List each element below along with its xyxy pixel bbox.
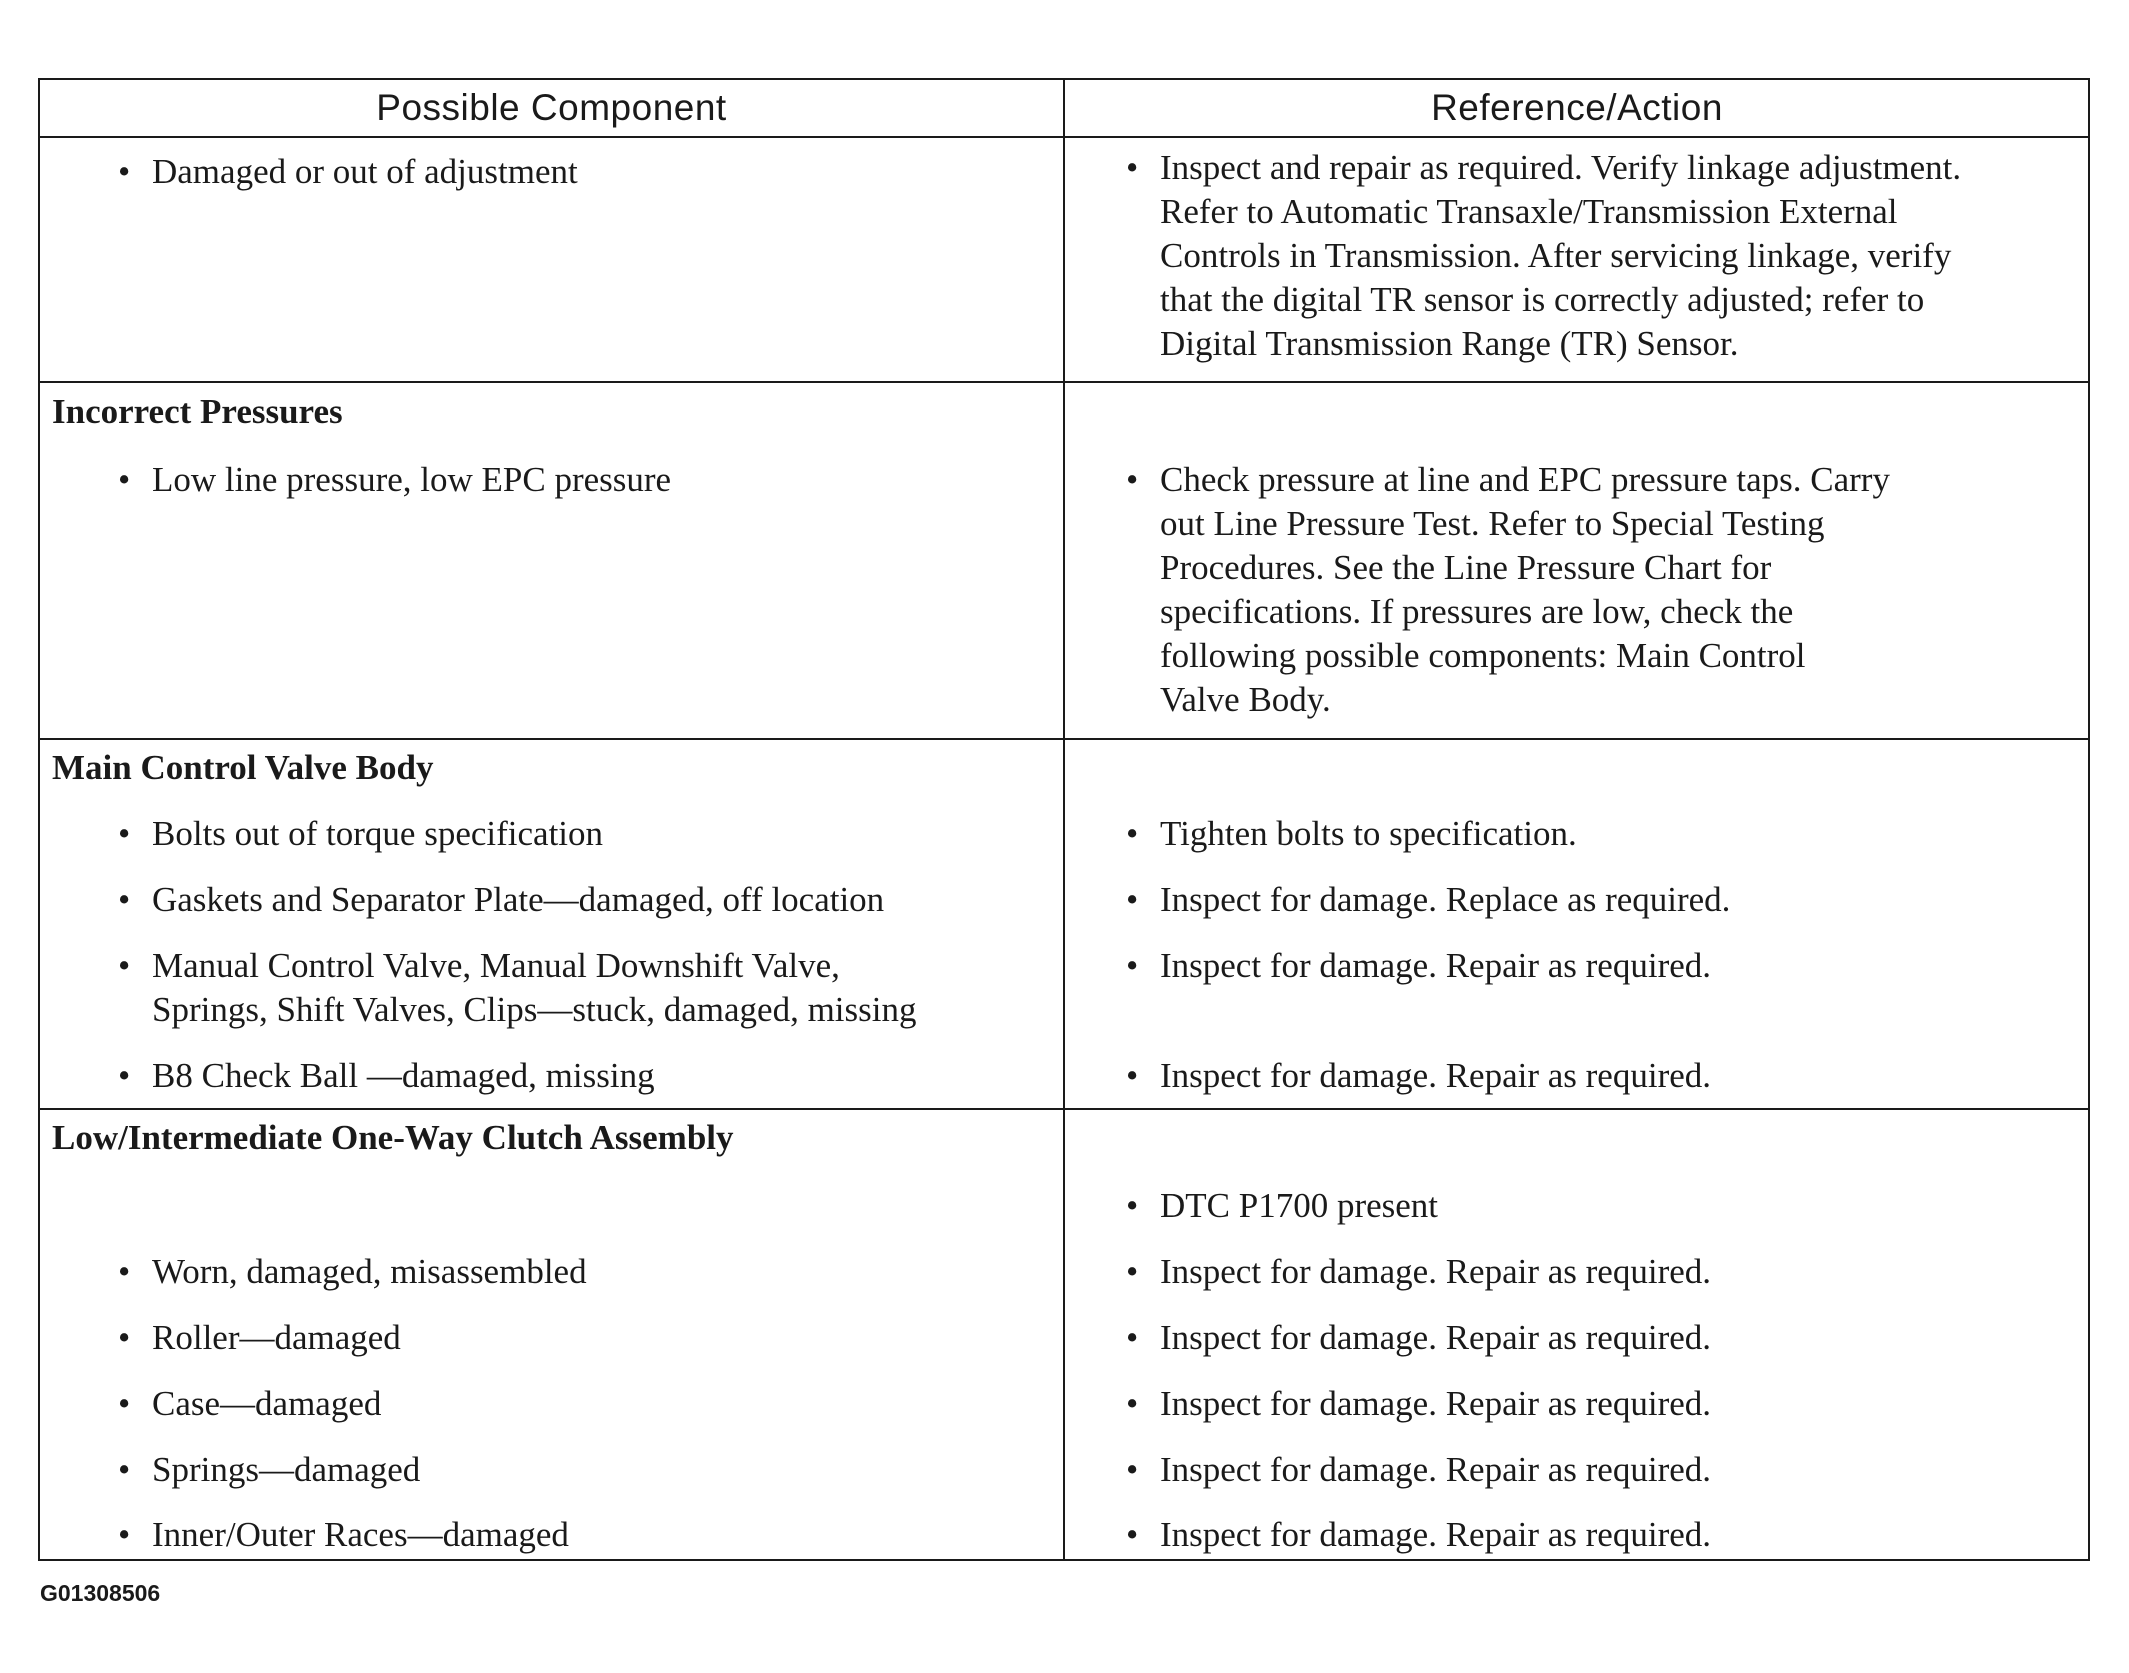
bullet: • (1126, 1186, 1139, 1225)
bullet: • (118, 814, 131, 853)
bullet: • (1126, 1318, 1139, 1357)
action-text: Inspect for damage. Repair as required. (1160, 1515, 1712, 1554)
header-divider (38, 136, 2090, 138)
action-line: Controls in Transmission. After servicing linkage, verify (1160, 236, 1952, 275)
component-text: Roller—damaged (152, 1318, 401, 1357)
bullet: • (118, 1252, 131, 1291)
section-title: Incorrect Pressures (52, 392, 343, 431)
bullet: • (118, 152, 131, 191)
action-line: Check pressure at line and EPC pressure taps. Carry (1160, 460, 1890, 499)
action-line: out Line Pressure Test. Refer to Special Testing (1160, 504, 1825, 543)
column-header-component: Possible Component (376, 87, 727, 128)
row-divider (38, 1108, 2090, 1110)
action-line: following possible components: Main Control (1160, 636, 1806, 675)
component-text: Inner/Outer Races—damaged (152, 1515, 569, 1554)
component-text: Worn, damaged, misassembled (152, 1252, 587, 1291)
component-text (152, 944, 917, 1032)
bullet: • (1126, 1450, 1139, 1489)
bullet: • (1126, 148, 1139, 187)
action-text (1160, 146, 1961, 366)
action-text: Inspect for damage. Repair as required. (1160, 1450, 1712, 1489)
bullet: • (118, 946, 131, 985)
action-text: Inspect for damage. Repair as required. (1160, 946, 1712, 985)
bullet: • (1126, 1056, 1139, 1095)
action-text: Inspect for damage. Repair as required. (1160, 1384, 1712, 1423)
action-text: Inspect for damage. Repair as required. (1160, 1056, 1712, 1095)
component-line: Manual Control Valve, Manual Downshift Valve, (152, 946, 840, 985)
component-text: Bolts out of torque specification (152, 814, 604, 853)
component-text: Springs—damaged (152, 1450, 421, 1489)
bullet: • (1126, 814, 1139, 853)
bullet: • (118, 1450, 131, 1489)
action-line: Procedures. See the Line Pressure Chart for (1160, 548, 1772, 587)
bullet: • (118, 880, 131, 919)
action-text (1160, 458, 1890, 722)
action-text: Tighten bolts to specification. (1160, 814, 1577, 853)
bullet: • (118, 1515, 131, 1554)
action-line: Refer to Automatic Transaxle/Transmission External (1160, 192, 1898, 231)
action-text: DTC P1700 present (1160, 1186, 1439, 1225)
action-text: Inspect for damage. Replace as required. (1160, 880, 1731, 919)
action-line: Inspect and repair as required. Verify linkage adjustment. (1160, 148, 1962, 187)
action-line: that the digital TR sensor is correctly adjusted; refer to (1160, 280, 1925, 319)
bullet: • (1126, 1384, 1139, 1423)
action-text: Inspect for damage. Repair as required. (1160, 1252, 1712, 1291)
bullet: • (1126, 460, 1139, 499)
component-text: Damaged or out of adjustment (152, 152, 578, 191)
bullet: • (118, 1318, 131, 1357)
component-text: Gaskets and Separator Plate—damaged, off location (152, 880, 885, 919)
component-text: B8 Check Ball —damaged, missing (152, 1056, 655, 1095)
bullet: • (1126, 946, 1139, 985)
bullet: • (1126, 1515, 1139, 1554)
action-line: Valve Body. (1160, 680, 1331, 719)
figure-id: G01308506 (40, 1580, 161, 1606)
component-text: Case—damaged (152, 1384, 382, 1423)
row-divider (38, 738, 2090, 740)
bullet: • (118, 1056, 131, 1095)
bullet: • (118, 460, 131, 499)
section-title: Main Control Valve Body (52, 748, 434, 787)
section-title: Low/Intermediate One-Way Clutch Assembly (52, 1118, 734, 1157)
bullet: • (1126, 880, 1139, 919)
row-divider (38, 381, 2090, 383)
action-text: Inspect for damage. Repair as required. (1160, 1318, 1712, 1357)
bullet: • (118, 1384, 131, 1423)
column-divider (1063, 78, 1065, 1561)
action-line: specifications. If pressures are low, check the (1160, 592, 1794, 631)
component-text: Low line pressure, low EPC pressure (152, 460, 672, 499)
component-line: Springs, Shift Valves, Clips—stuck, damaged, missing (152, 990, 917, 1029)
action-line: Digital Transmission Range (TR) Sensor. (1160, 324, 1739, 363)
column-header-action: Reference/Action (1431, 87, 1723, 128)
bullet: • (1126, 1252, 1139, 1291)
